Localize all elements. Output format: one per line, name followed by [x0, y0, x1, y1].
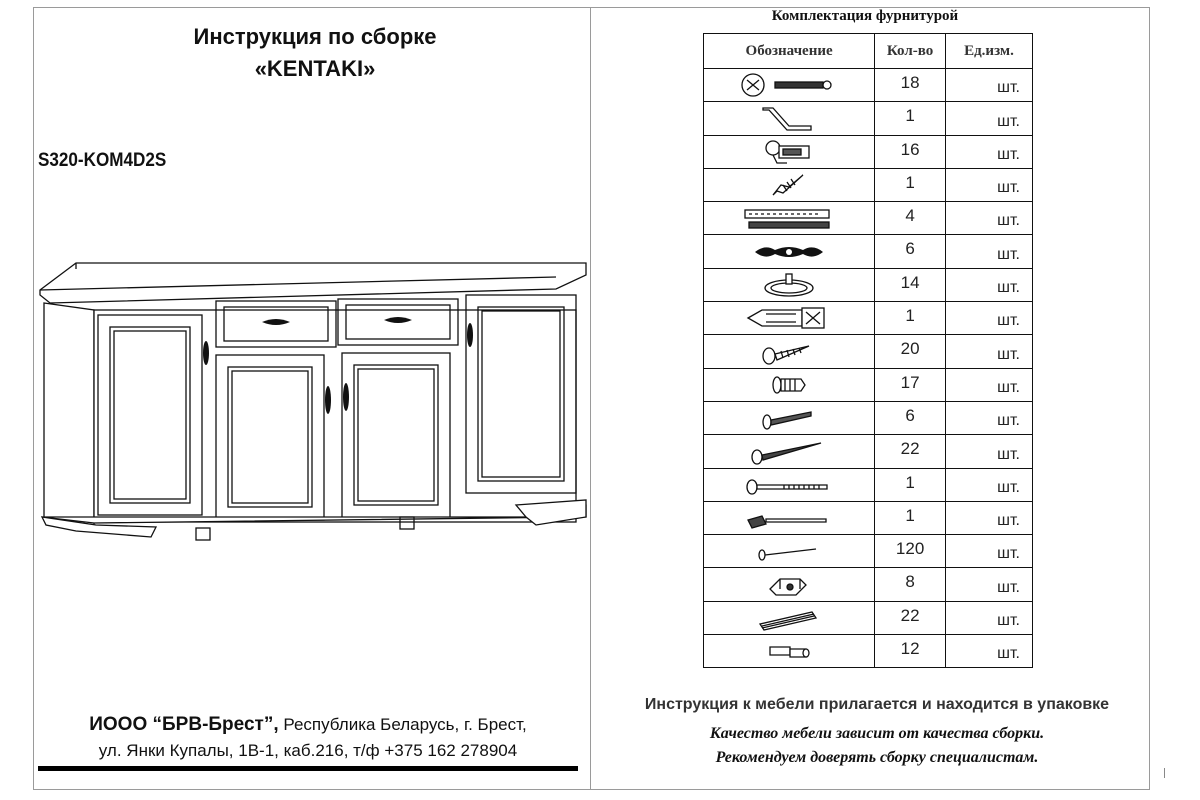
row-quantity: 1 — [905, 505, 915, 525]
edge-mark — [1164, 768, 1165, 778]
row-unit: шт. — [997, 512, 1020, 530]
table-row — [704, 268, 1033, 301]
table-row — [704, 235, 1033, 268]
table-row — [704, 468, 1033, 501]
row-quantity: 1 — [905, 106, 915, 126]
row-quantity: 6 — [905, 405, 915, 425]
quality-note-line: Качество мебели зависит от качества сборки. — [709, 725, 1045, 742]
company-info — [38, 712, 578, 764]
hardware-table-title: Комплектация фурнитурой — [771, 8, 959, 24]
row-unit: шт. — [997, 645, 1020, 663]
table-row — [704, 635, 1033, 668]
hex-key-icon — [759, 104, 819, 132]
header-unit: Ед.изм. — [945, 34, 1032, 69]
long-screw-icon — [749, 437, 829, 465]
row-unit: шт. — [997, 345, 1020, 363]
row-quantity: 4 — [905, 206, 915, 226]
connector-pin-icon — [764, 637, 814, 665]
table-row — [704, 102, 1033, 135]
table-row — [704, 568, 1033, 601]
row-unit: шт. — [997, 612, 1020, 630]
row-quantity: 1 — [905, 306, 915, 326]
confirmat-screw-icon — [759, 404, 819, 432]
recommendation-note-line: Рекомендуем доверять сборку специалистам. — [715, 749, 1039, 766]
row-unit: шт. — [997, 445, 1020, 463]
wall-anchor-icon — [744, 304, 834, 332]
drawer-slide-icon — [739, 204, 839, 232]
row-unit: шт. — [997, 279, 1020, 297]
row-quantity: 22 — [900, 439, 920, 459]
row-quantity: 22 — [900, 605, 920, 625]
assembly-quality-note — [612, 722, 1142, 770]
row-quantity: 18 — [900, 73, 920, 92]
wood-screw-icon — [759, 338, 819, 366]
table-row — [704, 69, 1033, 102]
row-unit: шт. — [997, 145, 1020, 163]
header-quantity: Кол-во — [875, 34, 946, 69]
instruction-included-note: Инструкция к мебели прилагается и находится в упаковке — [644, 696, 1110, 713]
short-screw-icon — [769, 371, 809, 399]
sideboard-illustration — [36, 255, 591, 545]
row-quantity: 14 — [900, 272, 920, 292]
row-quantity: 20 — [900, 339, 920, 359]
row-quantity: 120 — [895, 539, 925, 559]
footer-rule — [38, 766, 578, 771]
row-unit: шт. — [997, 545, 1020, 563]
row-unit: шт. — [997, 312, 1020, 330]
row-unit: шт. — [997, 578, 1020, 596]
furniture-glide-icon — [759, 271, 819, 299]
table-row — [704, 401, 1033, 434]
nail-icon — [754, 537, 824, 565]
plastic-plug-screw-icon — [744, 504, 834, 532]
company-country: Республика Беларусь, г. Брест, — [278, 715, 527, 734]
table-row — [704, 435, 1033, 468]
row-unit: шт. — [997, 112, 1020, 130]
row-unit: шт. — [997, 412, 1020, 430]
shelf-support-icon — [764, 571, 814, 599]
row-quantity: 16 — [900, 139, 920, 159]
company-name: ИООО “БРВ-Брест”, — [89, 714, 279, 735]
cam-lock-bolt-icon — [739, 71, 839, 99]
table-row — [704, 302, 1033, 335]
product-name: «KENTAKI» — [254, 56, 376, 81]
table-row — [704, 601, 1033, 634]
wooden-dowel-icon — [754, 604, 824, 632]
instruction-title: Инструкция по сборке — [193, 24, 437, 49]
hardware-table — [703, 33, 1033, 668]
table-header-row — [704, 34, 1033, 69]
long-bolt-icon — [744, 471, 834, 499]
table-row — [704, 335, 1033, 368]
header-designation: Обозначение — [704, 34, 875, 69]
table-row — [704, 535, 1033, 568]
decorative-handle-icon — [749, 238, 829, 266]
row-unit: шт. — [997, 179, 1020, 197]
row-quantity: 17 — [900, 372, 920, 392]
row-unit: шт. — [997, 245, 1020, 263]
row-unit: шт. — [997, 378, 1020, 396]
table-row — [704, 501, 1033, 534]
row-quantity: 8 — [905, 572, 915, 592]
row-unit: шт. — [997, 212, 1020, 230]
hinge-icon — [759, 138, 819, 166]
table-row — [704, 168, 1033, 201]
model-code: S320-KOM4D2S — [38, 150, 167, 171]
row-unit: шт. — [997, 79, 1020, 97]
drywall-screw-icon — [769, 171, 809, 199]
row-quantity: 1 — [905, 172, 915, 192]
row-quantity: 1 — [905, 472, 915, 492]
row-unit: шт. — [997, 478, 1020, 496]
table-row — [704, 368, 1033, 401]
row-quantity: 12 — [900, 639, 920, 659]
table-row — [704, 202, 1033, 235]
table-row — [704, 135, 1033, 168]
company-address: ул. Янки Купалы, 1В-1, каб.216, т/ф +375 162 278904 — [98, 741, 518, 760]
row-quantity: 6 — [905, 239, 915, 259]
